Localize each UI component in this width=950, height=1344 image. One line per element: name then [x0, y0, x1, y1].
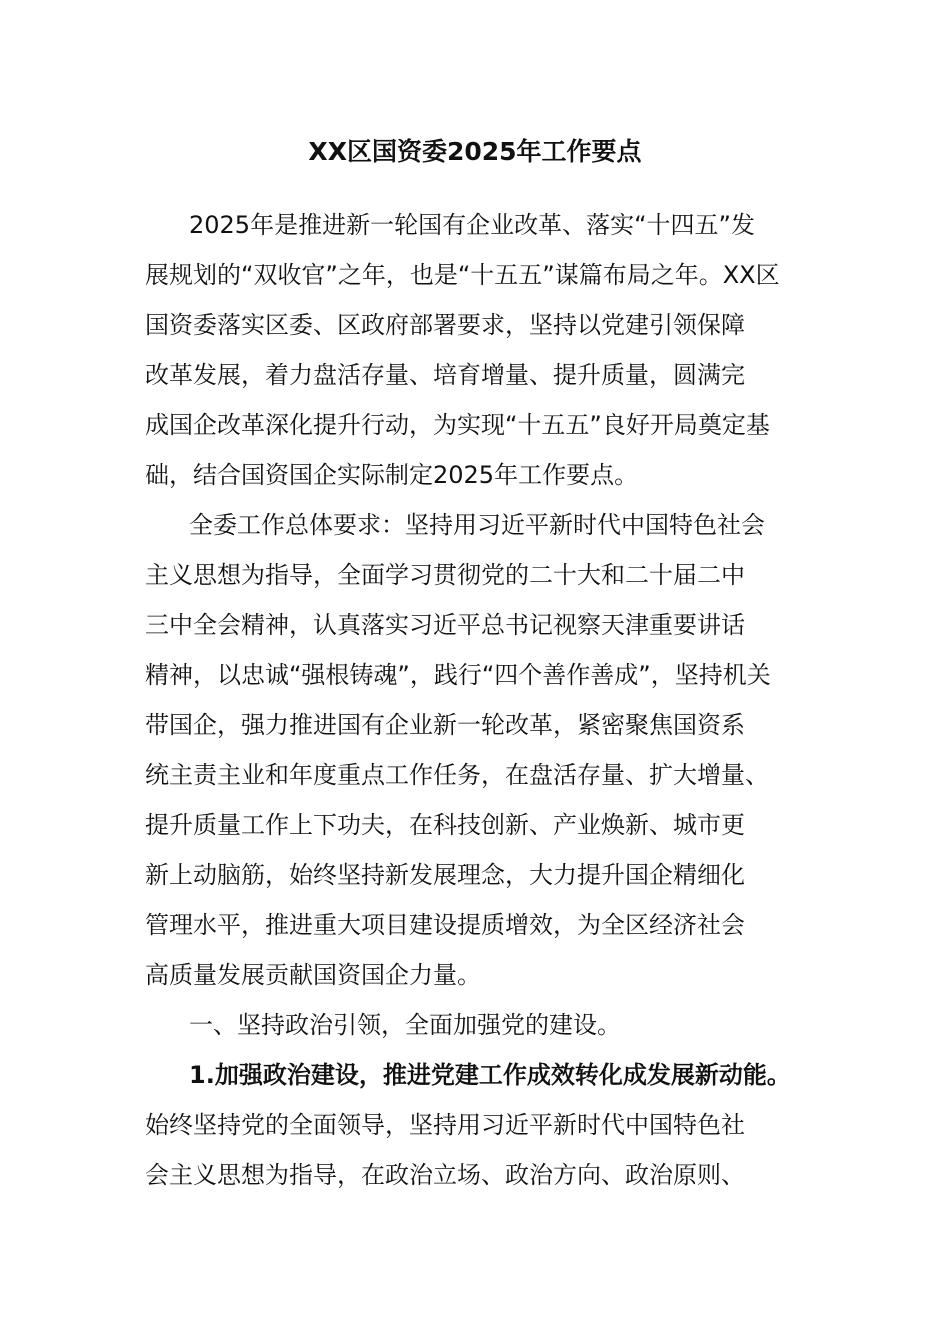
text-line: 提升质量工作上下功夫，在科技创新、产业焕新、城市更 [145, 811, 745, 839]
text-line: 高质量发展贡献国资国企力量。 [145, 961, 481, 989]
text-line: 成国企改革深化提升行动，为实现“十五五”良好开局奠定基 [145, 411, 770, 439]
text-line: 三中全会精神，认真落实习近平总书记视察天津重要讲话 [145, 611, 745, 639]
text-line: 统主责主业和年度重点工作任务，在盘活存量、扩大增量、 [145, 761, 769, 789]
text-line: 全委工作总体要求：坚持用习近平新时代中国特色社会 [189, 511, 765, 539]
text-line: 1.加强政治建设，推进党建工作成效转化成发展新动能。 [189, 1061, 791, 1089]
text-line: 展规划的“双收官”之年，也是“十五五”谋篇布局之年。XX区 [145, 261, 780, 289]
text-line: 2025年是推进新一轮国有企业改革、落实“十四五”发 [189, 211, 755, 239]
text-line: 管理水平，推进重大项目建设提质增效，为全区经济社会 [145, 911, 745, 939]
text-line: 主义思想为指导，全面学习贯彻党的二十大和二十届二中 [145, 561, 745, 589]
document-body [145, 200, 835, 1200]
text-line: 始终坚持党的全面领导，坚持用习近平新时代中国特色社 [145, 1111, 745, 1139]
text-line: 精神，以忠诚“强根铸魂”，践行“四个善作善成”，坚持机关 [145, 661, 771, 689]
text-line: 会主义思想为指导，在政治立场、政治方向、政治原则、 [145, 1161, 745, 1189]
text-line: 国资委落实区委、区政府部署要求，坚持以党建引领保障 [145, 311, 745, 339]
text-line: 带国企，强力推进国有企业新一轮改革，紧密聚焦国资系 [145, 711, 745, 739]
text-line: 础，结合国资国企实际制定2025年工作要点。 [145, 461, 639, 489]
text-line: 新上动脑筋，始终坚持新发展理念，大力提升国企精细化 [145, 861, 745, 889]
text-line: 改革发展，着力盘活存量、培育增量、提升质量，圆满完 [145, 361, 745, 389]
document-title: XX区国资委2025年工作要点 [308, 137, 642, 166]
text-line: 一、坚持政治引领，全面加强党的建设。 [189, 1011, 621, 1039]
